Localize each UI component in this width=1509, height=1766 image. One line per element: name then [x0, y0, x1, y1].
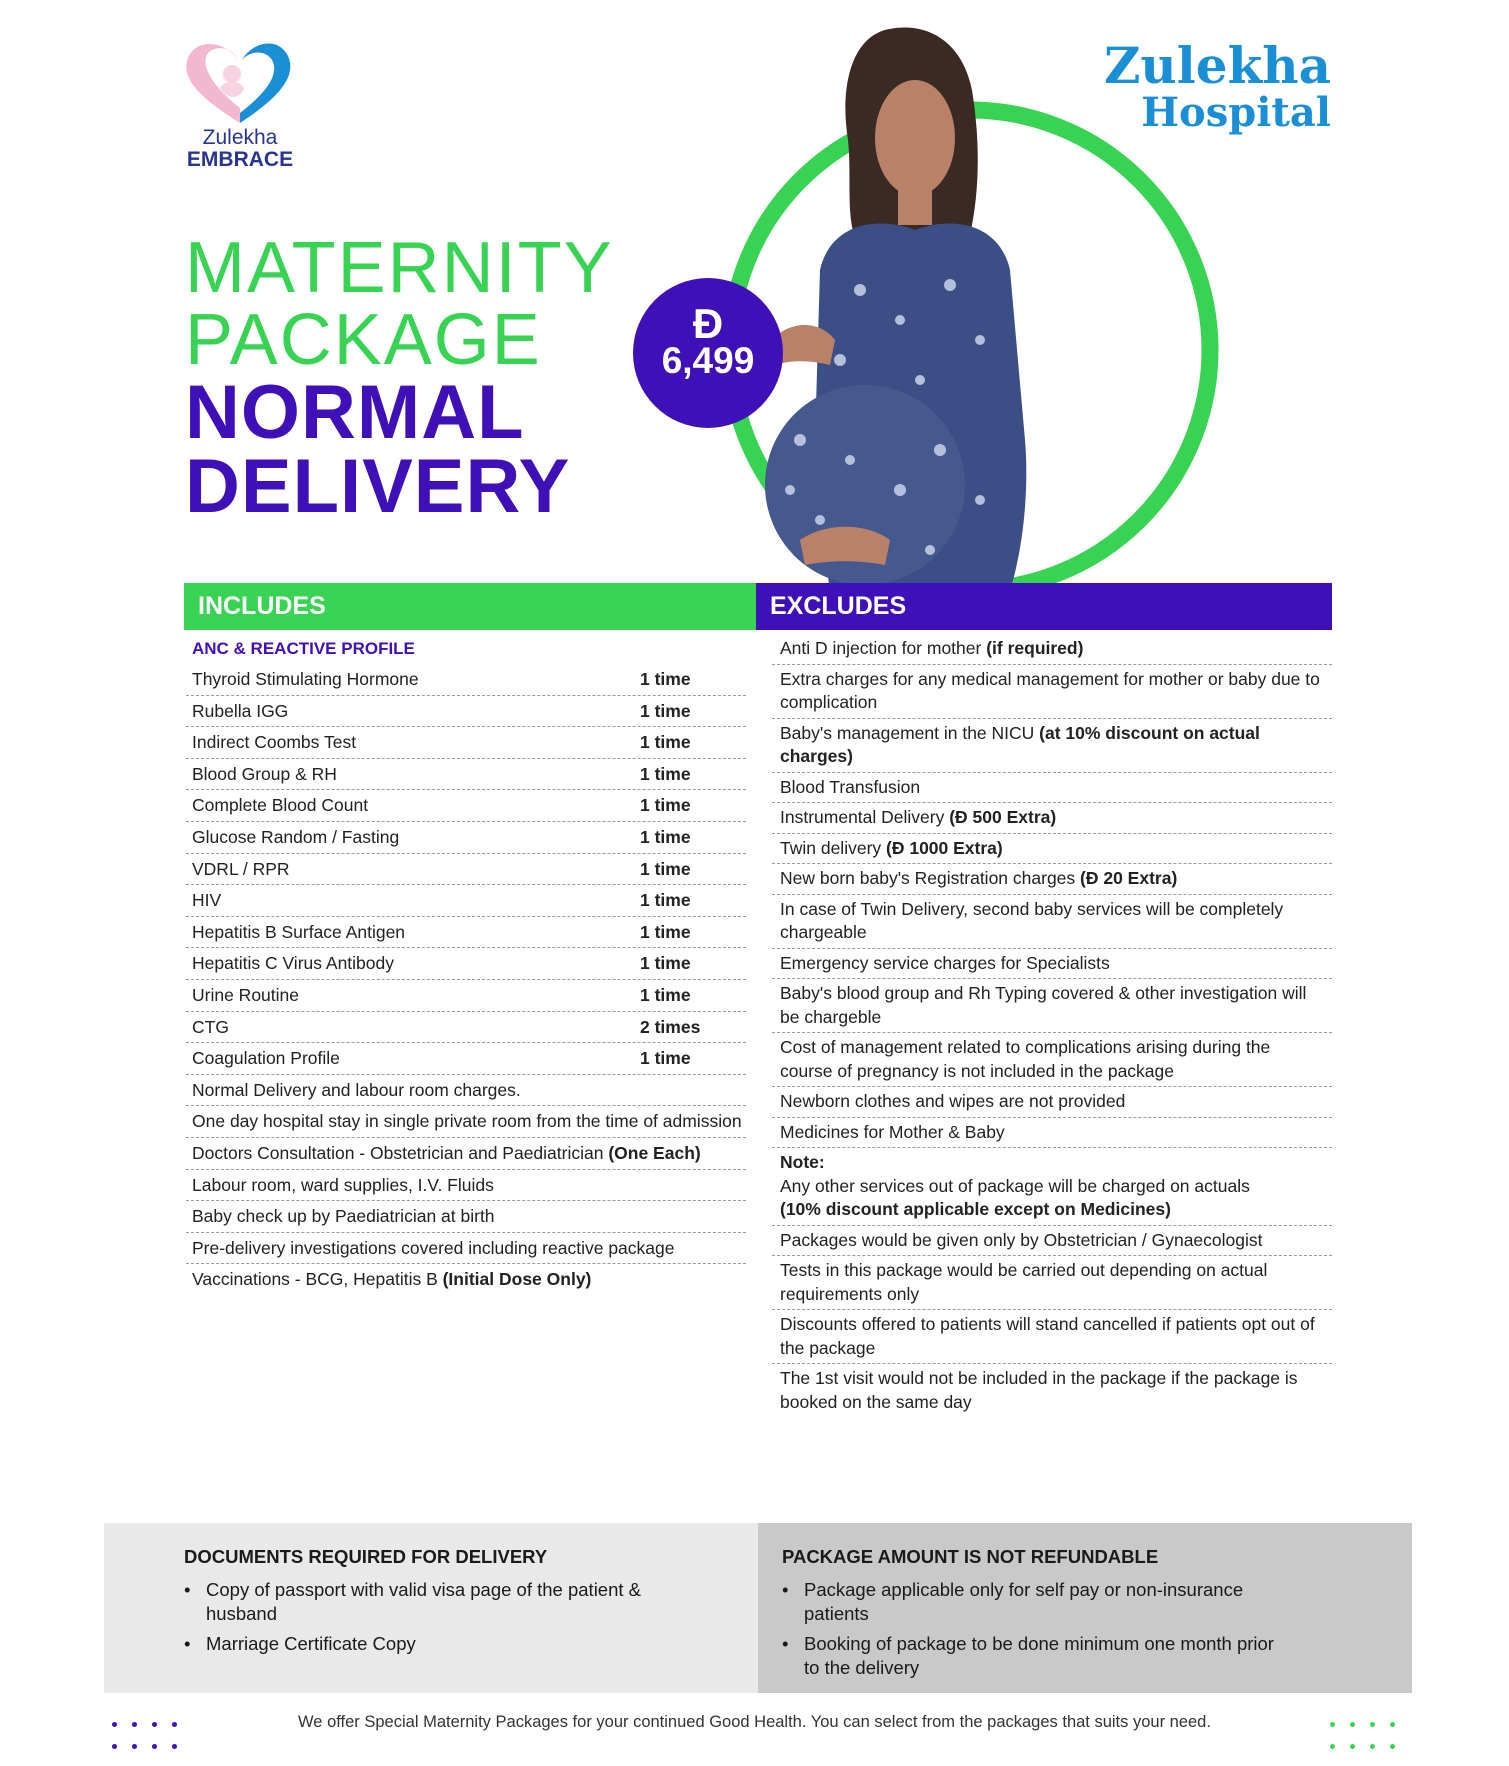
documents-list	[184, 1578, 684, 1662]
note-bold: (10% discount applicable except on Medicines)	[780, 1199, 1171, 1219]
test-row	[186, 790, 746, 822]
exclude-item: Newborn clothes and wipes are not provided	[772, 1087, 1332, 1118]
hospital-logo-line2: Hospital	[1141, 89, 1331, 136]
includes-list	[186, 634, 746, 1296]
test-frequency: 1 time	[640, 858, 691, 879]
exclude-item: Instrumental Delivery (Đ 500 Extra)	[772, 803, 1332, 834]
exclude-item: Baby's management in the NICU (at 10% discount on actual charges)	[772, 719, 1332, 773]
hospital-logo-line1: Zulekha	[1103, 36, 1331, 95]
test-row	[186, 917, 746, 949]
embrace-logo-line2: EMBRACE	[186, 148, 294, 171]
exclude-item: Baby's blood group and Rh Typing covered & other investigation will be chargeble	[772, 979, 1332, 1033]
price-amount: 6,499	[661, 340, 755, 381]
documents-box	[104, 1523, 758, 1693]
test-frequency: 1 time	[640, 795, 691, 816]
test-row	[186, 696, 746, 728]
exclude-item: Twin delivery (Đ 1000 Extra)	[772, 834, 1332, 865]
documents-title: DOCUMENTS REQUIRED FOR DELIVERY	[184, 1546, 548, 1567]
exclude-item: Anti D injection for mother (if required)	[772, 634, 1332, 665]
refund-title: PACKAGE AMOUNT IS NOT REFUNDABLE	[782, 1546, 1159, 1567]
anc-profile-title: ANC & REACTIVE PROFILE	[192, 639, 415, 658]
include-item: Labour room, ward supplies, I.V. Fluids	[186, 1170, 746, 1202]
test-frequency: 1 time	[640, 826, 691, 847]
test-frequency: 1 time	[640, 763, 691, 784]
list-item: • Package applicable only for self pay or non-insurance patients	[782, 1578, 1282, 1626]
include-item: Pre-delivery investigations covered including reactive package	[186, 1233, 746, 1265]
page-title	[185, 228, 614, 529]
includes-header: INCLUDES	[184, 583, 756, 630]
list-item: • Booking of package to be done minimum one month prior to the delivery	[782, 1632, 1282, 1680]
test-name: Coagulation Profile	[192, 1048, 340, 1069]
note-label: Note:	[780, 1152, 825, 1172]
test-row	[186, 822, 746, 854]
test-name: Hepatitis B Surface Antigen	[192, 921, 406, 942]
test-frequency: 1 time	[640, 921, 691, 942]
test-row	[186, 885, 746, 917]
include-item: Doctors Consultation - Obstetrician and Paediatrician (One Each)	[186, 1138, 746, 1170]
embrace-logo	[180, 38, 300, 173]
test-row	[186, 759, 746, 791]
test-name: HIV	[192, 890, 222, 911]
note-item: Discounts offered to patients will stand cancelled if patients opt out of the package	[772, 1310, 1332, 1364]
exclude-item: Emergency service charges for Specialists	[772, 949, 1332, 980]
include-item: Normal Delivery and labour room charges.	[186, 1075, 746, 1107]
test-row	[186, 727, 746, 759]
test-frequency: 2 times	[640, 1016, 701, 1037]
list-item: • Marriage Certificate Copy	[184, 1632, 684, 1656]
exclude-item: Cost of management related to complications arising during the course of pregnancy is not included in the package	[772, 1033, 1332, 1087]
currency-symbol: Đ	[692, 300, 724, 347]
title-line-normal: NORMAL	[185, 370, 525, 455]
note-item: Packages would be given only by Obstetrician / Gynaecologist	[772, 1226, 1332, 1257]
test-frequency: 1 time	[640, 669, 691, 689]
heart-logo-icon	[180, 38, 300, 128]
include-item: One day hospital stay in single private room from the time of admission	[186, 1106, 746, 1138]
test-frequency: 1 time	[640, 953, 691, 974]
title-line-package: PACKAGE	[185, 300, 542, 380]
refund-box	[758, 1523, 1412, 1693]
test-name: Glucose Random / Fasting	[192, 826, 400, 847]
decorative-dots-left	[112, 1722, 182, 1756]
test-row	[186, 1012, 746, 1044]
test-frequency: 1 time	[640, 732, 691, 753]
test-name: Hepatitis C Virus Antibody	[192, 953, 395, 974]
test-name: CTG	[192, 1016, 229, 1037]
note-block	[772, 1148, 1332, 1226]
footer-text: We offer Special Maternity Packages for your continued Good Health. You can select from the packages that suits your need.	[298, 1713, 1211, 1731]
test-name: Blood Group & RH	[192, 763, 337, 784]
test-row	[186, 980, 746, 1012]
exclude-item: Medicines for Mother & Baby	[772, 1118, 1332, 1149]
exclude-item: In case of Twin Delivery, second baby services will be completely chargeable	[772, 895, 1332, 949]
test-row	[186, 854, 746, 886]
include-item: Vaccinations - BCG, Hepatitis B (Initial Dose Only)	[192, 1269, 592, 1290]
exclude-item: New born baby's Registration charges (Đ 20 Extra)	[772, 864, 1332, 895]
test-name: Complete Blood Count	[192, 795, 369, 816]
test-row	[186, 948, 746, 980]
decorative-dots-right	[1330, 1722, 1400, 1756]
test-frequency: 1 time	[640, 890, 691, 911]
note-text: Any other services out of package will be charged on actuals	[780, 1175, 1250, 1196]
test-name: VDRL / RPR	[192, 858, 290, 879]
price-badge	[633, 278, 783, 428]
list-item: • Copy of passport with valid visa page of the patient & husband	[184, 1578, 684, 1626]
note-item: Tests in this package would be carried out depending on actual requirements only	[772, 1256, 1332, 1310]
test-name: Rubella IGG	[192, 700, 289, 721]
test-frequency: 1 time	[640, 1048, 691, 1069]
note-item: The 1st visit would not be included in the package if the package is booked on the same day	[780, 1368, 1298, 1412]
exclude-item: Extra charges for any medical management for mother or baby due to complication	[772, 665, 1332, 719]
test-frequency: 1 time	[640, 984, 691, 1005]
test-row	[186, 1043, 746, 1075]
excludes-list	[772, 634, 1332, 1417]
test-name: Urine Routine	[192, 984, 299, 1005]
test-row	[186, 664, 746, 696]
include-item: Baby check up by Paediatrician at birth	[186, 1201, 746, 1233]
test-name: Thyroid Stimulating Hormone	[192, 669, 419, 689]
title-line-delivery: DELIVERY	[185, 444, 571, 529]
refund-list	[782, 1578, 1282, 1686]
excludes-header: EXCLUDES	[756, 583, 1332, 630]
exclude-item: Blood Transfusion	[772, 773, 1332, 804]
title-line-maternity: MATERNITY	[185, 228, 614, 308]
embrace-logo-line1: Zulekha	[202, 126, 278, 149]
test-name: Indirect Coombs Test	[192, 732, 357, 753]
test-frequency: 1 time	[640, 700, 691, 721]
